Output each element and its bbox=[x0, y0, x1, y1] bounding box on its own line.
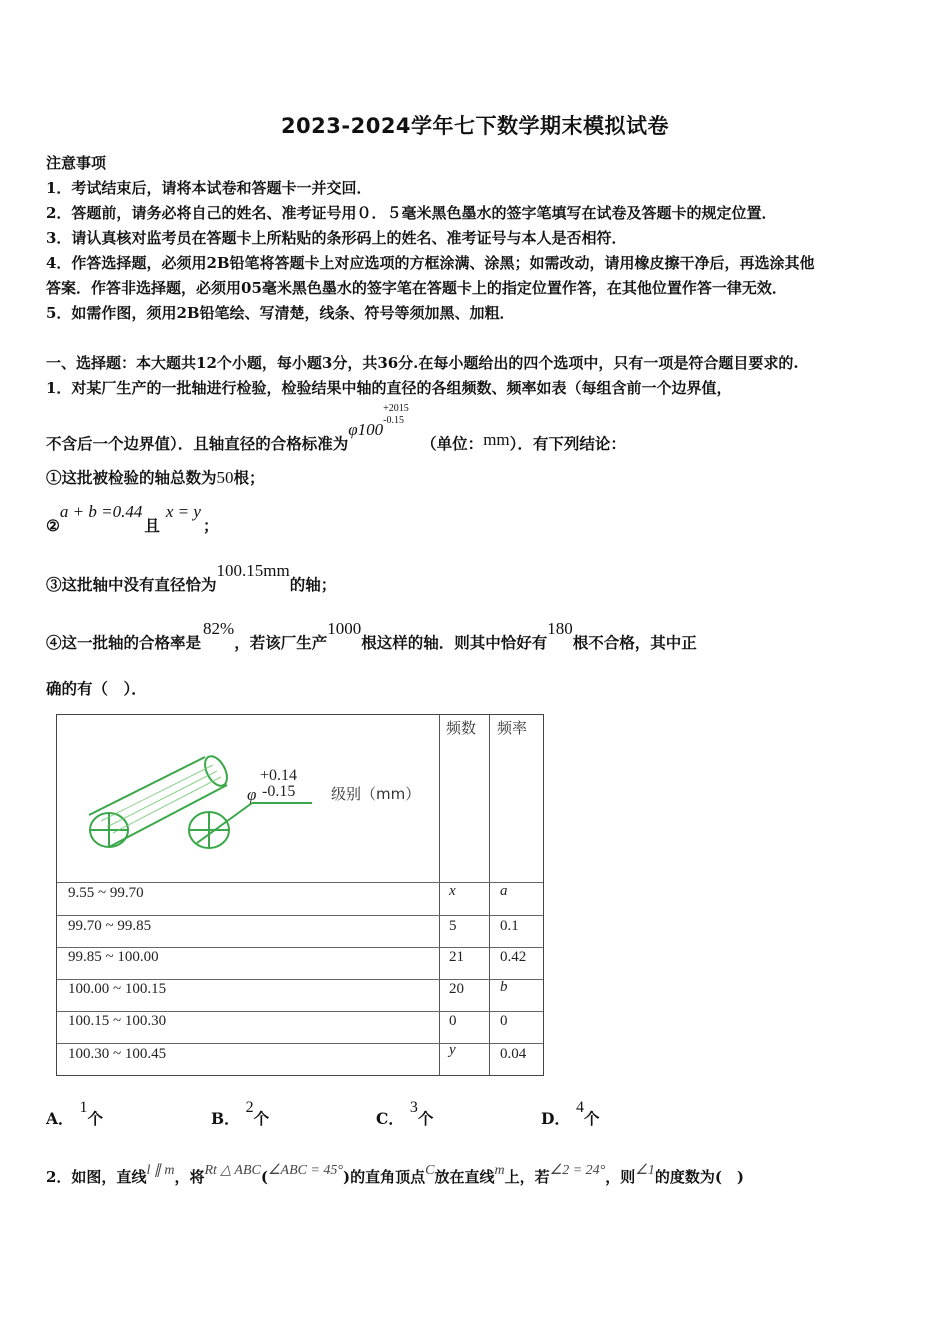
s1-pre: ①这批被检验的轴总数为 bbox=[46, 468, 217, 487]
notice-item-4-cont: 答案．作答非选择题，必须用05毫米黑色墨水的签字笔在答题卡上的指定位置作答，在其他位置作答一律无效． bbox=[46, 279, 787, 297]
shaft-diagram bbox=[77, 735, 337, 865]
option-b-num: 2 bbox=[245, 1099, 254, 1116]
row-4-range: 100.00 ~ 100.15 bbox=[68, 981, 167, 997]
q2-angle-2: ∠2 = 24° bbox=[549, 1163, 606, 1178]
q2-pre: 2．如图，直线 bbox=[46, 1168, 147, 1186]
row-2-rate: 0.1 bbox=[500, 918, 519, 934]
s4-post: 根不合格，其中正 bbox=[572, 633, 697, 652]
q2-mid6: ，则 bbox=[605, 1168, 636, 1186]
row-3-rate: 0.42 bbox=[500, 949, 527, 965]
q2-lines: l ∥ m bbox=[146, 1163, 175, 1178]
s1-num: 50 bbox=[216, 468, 234, 487]
statement-1 bbox=[46, 466, 265, 488]
option-a-letter: A． bbox=[46, 1109, 74, 1128]
option-d-unit: 个 bbox=[583, 1109, 600, 1128]
statement-4-cont: 确的有（ ）． bbox=[46, 679, 147, 698]
std-symbol: φ100 bbox=[348, 420, 384, 439]
option-a-unit: 个 bbox=[87, 1109, 104, 1128]
row-1-range: 9.55 ~ 99.70 bbox=[68, 885, 144, 901]
q1-line2-post: ）．有下列结论： bbox=[509, 434, 626, 453]
table-row-divider bbox=[57, 1043, 543, 1044]
notice-item-1: 1．考试结束后，请将本试卷和答题卡一并交回． bbox=[46, 179, 372, 197]
option-b-unit: 个 bbox=[253, 1109, 270, 1128]
s4-num2: 1000 bbox=[327, 619, 362, 638]
option-a-num: 1 bbox=[79, 1099, 88, 1116]
q2-triangle: Rt △ ABC bbox=[204, 1163, 261, 1178]
notice-item-3: 3．请认真核对监考员在答题卡上所粘贴的条形码上的姓名、准考证号与本人是否相符． bbox=[46, 229, 627, 247]
row-5-range: 100.15 ~ 100.30 bbox=[68, 1013, 167, 1029]
s4-mid2: 根这样的轴．则其中恰好有 bbox=[361, 633, 548, 652]
option-c[interactable] bbox=[376, 1095, 433, 1129]
q2-mid5: 上，若 bbox=[504, 1168, 550, 1186]
header-rate: 频率 bbox=[497, 719, 528, 737]
option-c-letter: C． bbox=[376, 1109, 404, 1128]
notice-item-2: 2．答题前，请务必将自己的姓名、准考证号用０．５毫米黑色墨水的签字笔填写在试卷及答题卡的规定位置． bbox=[46, 204, 777, 222]
s3-pre: ③这批轴中没有直径恰为 bbox=[46, 575, 217, 594]
row-2-range: 99.70 ~ 99.85 bbox=[68, 918, 152, 934]
row-4-rate: b bbox=[500, 979, 508, 995]
row-5-freq: 0 bbox=[449, 1013, 457, 1029]
s3-num: 100.15mm bbox=[216, 561, 290, 580]
q2-angle-abc: ∠ABC = 45° bbox=[267, 1163, 344, 1178]
table-col-divider-1 bbox=[439, 715, 440, 1075]
q2-angle-1: ∠1 bbox=[635, 1163, 655, 1178]
table-row-divider bbox=[57, 915, 543, 916]
section-heading: 一、选择题：本大题共12个小题，每小题3分，共36分.在每小题给出的四个选项中，只有一项是符合题目要求的. bbox=[46, 354, 799, 372]
s2-math2: x = y bbox=[165, 502, 201, 521]
row-6-rate: 0.04 bbox=[500, 1046, 527, 1062]
table-row-divider bbox=[57, 979, 543, 980]
section-leader bbox=[197, 803, 252, 843]
statement-4 bbox=[46, 617, 697, 651]
header-freq: 频数 bbox=[446, 719, 477, 737]
option-b-letter: B． bbox=[211, 1109, 240, 1128]
s2-post: ； bbox=[202, 516, 219, 535]
row-4-freq: 20 bbox=[449, 981, 464, 997]
s2-mid: 且 bbox=[144, 516, 160, 535]
row-1-rate: a bbox=[500, 883, 508, 899]
q1-line2 bbox=[46, 403, 626, 453]
option-c-num: 3 bbox=[409, 1099, 418, 1116]
table-row-divider bbox=[57, 947, 543, 948]
q1-line1: 1．对某厂生产的一批轴进行检验，检验结果中轴的直径的各组频数、频率如表（每组含前一个边界值， bbox=[46, 379, 732, 397]
row-6-freq: y bbox=[449, 1042, 456, 1058]
q2-point-c: C bbox=[425, 1163, 435, 1178]
q2-post: 的度数为( ) bbox=[654, 1168, 745, 1186]
notice-item-4: 4．作答选择题，必须用2B铅笔将答题卡上对应选项的方框涂满、涂黑；如需改动，请用橡皮擦干净后，再选涂其他 bbox=[46, 254, 815, 272]
row-6-range: 100.30 ~ 100.45 bbox=[68, 1046, 167, 1062]
table-row-divider bbox=[57, 882, 543, 883]
option-c-unit: 个 bbox=[417, 1109, 434, 1128]
statement-2 bbox=[46, 500, 218, 534]
s4-num3: 180 bbox=[547, 619, 573, 638]
tolerance-lower: -0.15 bbox=[262, 783, 296, 800]
option-d-letter: D． bbox=[541, 1109, 570, 1128]
row-1-freq: x bbox=[449, 883, 456, 899]
row-2-freq: 5 bbox=[449, 918, 457, 934]
std-sup: +2015 bbox=[383, 403, 409, 414]
option-d[interactable] bbox=[541, 1095, 599, 1129]
tolerance-upper: +0.14 bbox=[260, 767, 298, 784]
q2-mid1: ，将 bbox=[174, 1168, 205, 1186]
notice-item-5: 5．如需作图，须用2B铅笔绘、写清楚，线条、符号等须加黑、加粗． bbox=[46, 304, 515, 322]
s4-num1: 82% bbox=[203, 619, 235, 638]
header-group: 级别（mm） bbox=[331, 785, 421, 803]
q2-stem bbox=[46, 1158, 744, 1188]
std-tolerance bbox=[383, 403, 415, 429]
phi-symbol: φ bbox=[247, 785, 257, 804]
s4-pre: ④这一批轴的合格率是 bbox=[46, 633, 202, 652]
row-3-range: 99.85 ~ 100.00 bbox=[68, 949, 159, 965]
frequency-table bbox=[56, 714, 544, 1076]
table-col-divider-2 bbox=[489, 715, 490, 1075]
s4-mid1: ，若该厂生产 bbox=[234, 633, 328, 652]
std-sub: -0.15 bbox=[383, 415, 405, 426]
notice-heading: 注意事项 bbox=[46, 154, 107, 172]
q2-line-m: m bbox=[494, 1163, 505, 1178]
q2-mid4: 放在直线 bbox=[434, 1168, 495, 1186]
s3-post: 的轴； bbox=[289, 575, 337, 594]
option-a[interactable] bbox=[46, 1095, 103, 1129]
row-5-rate: 0 bbox=[500, 1013, 508, 1029]
page-title: 2023-2024学年七下数学期末模拟试卷 bbox=[280, 114, 670, 138]
s2-math1: a + b =0.44 bbox=[59, 502, 143, 521]
s1-post: 根； bbox=[233, 468, 265, 487]
s2-pre: ② bbox=[46, 516, 60, 535]
unit-pre: （单位： bbox=[421, 434, 484, 453]
q1-line2-pre: 不含后一个边界值）．且轴直径的合格标准为 bbox=[46, 434, 349, 453]
q2-mid3: )的直角顶点 bbox=[343, 1168, 426, 1186]
option-d-num: 4 bbox=[575, 1099, 584, 1116]
option-b[interactable] bbox=[211, 1095, 269, 1129]
unit-mm: mm bbox=[483, 430, 510, 449]
table-row-divider bbox=[57, 1011, 543, 1012]
row-3-freq: 21 bbox=[449, 949, 464, 965]
q2-mid2: ( bbox=[260, 1168, 268, 1186]
statement-3 bbox=[46, 559, 336, 593]
